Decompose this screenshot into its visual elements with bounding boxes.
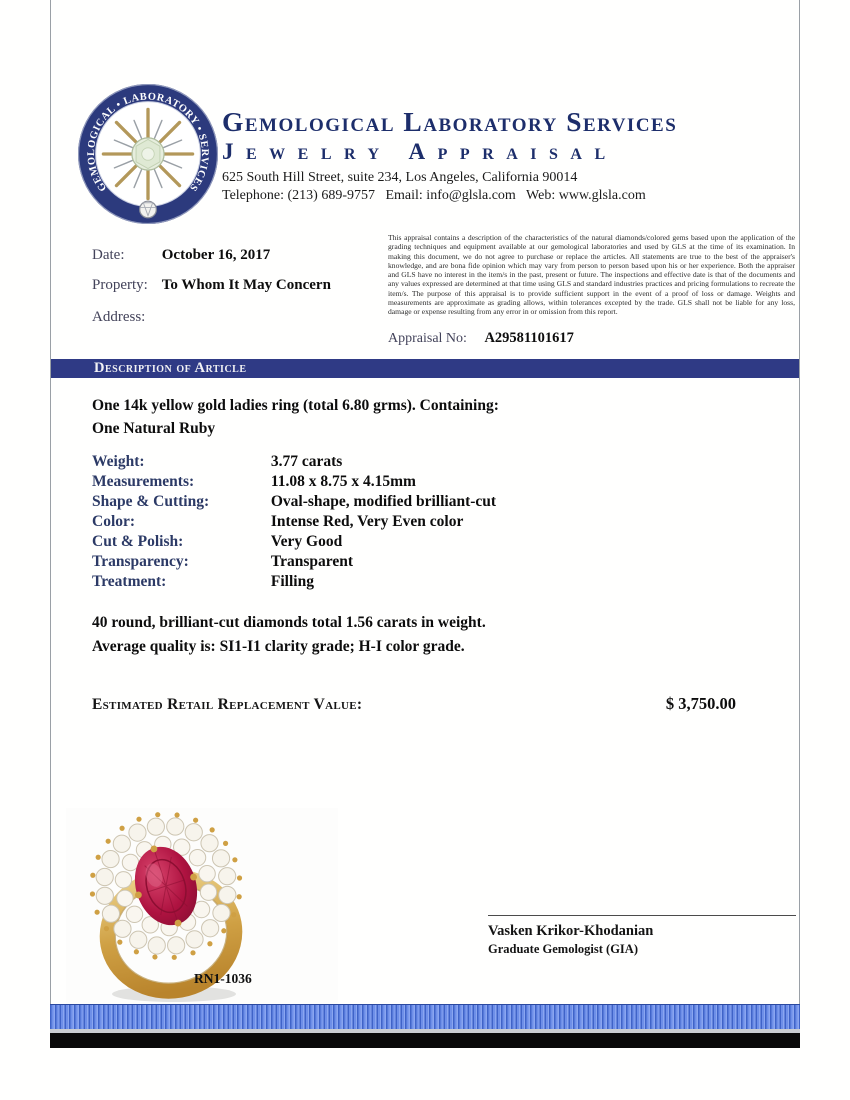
intro-line-1: One 14k yellow gold ladies ring (total 6.80 grms). Containing: xyxy=(92,397,499,414)
attr-value: 11.08 x 8.75 x 4.15mm xyxy=(270,473,416,490)
valuation-value: $ 3,750.00 xyxy=(665,694,736,713)
valuation-label: Estimated Retail Replacement Value: xyxy=(92,696,363,713)
address-label: Address: xyxy=(92,309,146,325)
property-label: Property: xyxy=(92,277,148,293)
attr-label: Transparency: xyxy=(92,553,189,570)
attr-value: Intense Red, Very Even color xyxy=(270,513,464,530)
org-title: Gemological Laboratory Services xyxy=(222,106,678,137)
bottom-stripe-band xyxy=(50,1004,800,1030)
attr-value: 3.77 carats xyxy=(270,453,343,470)
diamonds-line-1: 40 round, brilliant-cut diamonds total 1.56 carats in weight. xyxy=(92,614,486,631)
valuation-row xyxy=(92,694,736,714)
article-intro xyxy=(92,394,499,440)
diamonds-line-2: Average quality is: SI1-I1 clarity grade; H-I color grade. xyxy=(92,638,465,655)
attr-value: Very Good xyxy=(270,533,343,550)
section-title: Description of Article xyxy=(94,360,247,376)
attr-value: Filling xyxy=(270,573,314,590)
attribute-row-shape xyxy=(92,492,496,512)
attr-label: Treatment: xyxy=(92,573,167,590)
attribute-row-treatment xyxy=(92,572,496,592)
attribute-row-measurements xyxy=(92,472,496,492)
description-section-bar xyxy=(51,359,799,378)
appraisal-number-value: A29581101617 xyxy=(484,330,574,346)
attribute-row-transparency xyxy=(92,552,496,572)
gls-logo-seal xyxy=(78,84,218,224)
left-border-line xyxy=(50,0,51,1033)
property-value: To Whom It May Concern xyxy=(161,277,331,293)
right-border-line xyxy=(799,0,800,1033)
logo-ring-text: GEMOLOGICAL • LABORATORY • SERVICES xyxy=(86,91,210,194)
attr-label: Color: xyxy=(92,513,136,530)
attr-value: Transparent xyxy=(270,553,353,570)
appraisal-number-row xyxy=(388,330,574,347)
org-address: 625 South Hill Street, suite 234, Los Angeles, California 90014 xyxy=(222,170,578,186)
address-row xyxy=(92,309,158,326)
attr-label: Measurements: xyxy=(92,473,195,490)
signer-credential: Graduate Gemologist (GIA) xyxy=(488,942,638,956)
property-row xyxy=(92,277,331,294)
appraisal-number-label: Appraisal No: xyxy=(388,331,467,346)
signer-name: Vasken Krikor-Khodanian xyxy=(488,923,654,939)
org-contact: Telephone: (213) 689-9757 Email: info@glsla.com Web: www.glsla.com xyxy=(222,188,646,204)
attribute-row-weight xyxy=(92,452,496,472)
attr-label: Weight: xyxy=(92,453,145,470)
intro-line-2: One Natural Ruby xyxy=(92,420,216,437)
attribute-row-color xyxy=(92,512,496,532)
signature-block xyxy=(488,915,796,957)
attr-value: Oval-shape, modified brilliant-cut xyxy=(270,493,497,510)
date-label: Date: xyxy=(92,247,125,263)
diamonds-summary xyxy=(92,611,486,659)
attribute-row-cut-polish xyxy=(92,532,496,552)
date-row xyxy=(92,247,270,264)
attr-label: Cut & Polish: xyxy=(92,533,184,550)
bottom-black-band xyxy=(50,1033,800,1048)
date-value: October 16, 2017 xyxy=(161,247,271,263)
letterhead xyxy=(222,106,792,206)
disclaimer-text: This appraisal contains a description of the characteristics of the natural diamonds/colored gems based upon the application of the grading techniques and equipment available at our gemological laboratories and used by GLS at the time of its examination. In making this document, we do not agree to purchase or replace the articles. All statements are true to the best of the appraiser's knowledge, and are bona fide opinion which may vary from person to person based upon his or her experience. Both the appraiser and GLS have no interest in the item/s in the past, present or future. The inspections and effective date is that of the documents and any values expressed are determined at that time using GLS and standard industries practices and pricing formulations to recreate the item/s. The purpose of this appraisal is to provide sufficient support in the event of a proof of loss or damage. Weights and measurements are approximate as grading allows, within tolerances excepted by the trade. GLS shall not be liable for any loss, damage or expense resulting from any error in or omission from this report. xyxy=(388,233,795,316)
attribute-table xyxy=(92,452,496,592)
attr-label: Shape & Cutting: xyxy=(92,493,210,510)
photo-caption: RN1-1036 xyxy=(194,971,252,986)
org-subtitle: Jewelry Appraisal xyxy=(222,138,618,164)
